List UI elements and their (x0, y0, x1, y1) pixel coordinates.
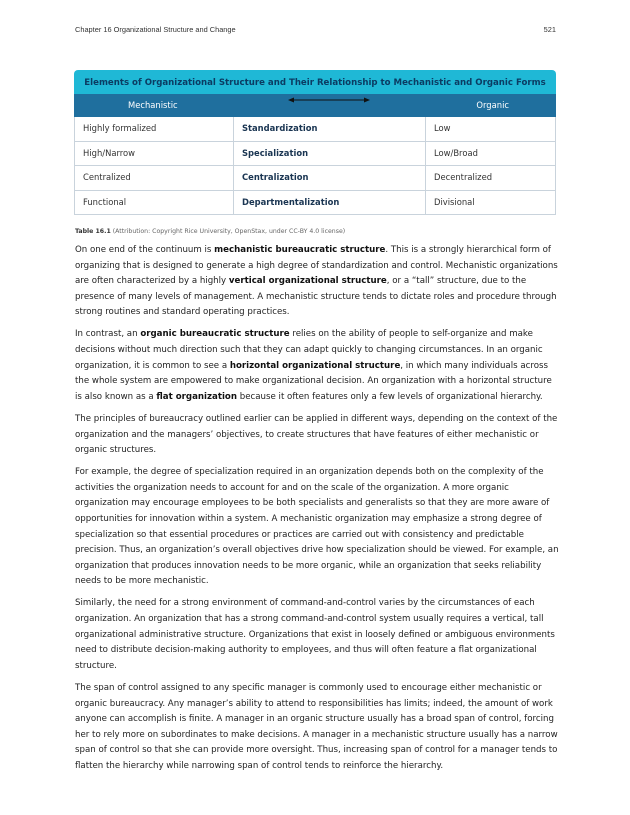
cell-organic: Divisional (426, 191, 556, 215)
table-title: Elements of Organizational Structure and Their Relationship to Mechanistic and Organic Forms (74, 70, 556, 94)
axis-label-organic: Organic (476, 100, 509, 110)
cell-mechanistic: Centralized (74, 166, 234, 190)
axis-label-mechanistic: Mechanistic (128, 100, 178, 110)
cell-mechanistic: Functional (74, 191, 234, 215)
body-paragraph (75, 327, 559, 405)
text-run: relies on the ability of people to self-organize and make decisions without much direction such that they can adapt quickly to changing circumstances. In an organic organization, it is common to see a (75, 329, 543, 371)
body-paragraph (75, 681, 559, 775)
text-run: For example, the degree of specialization required in an organization depends both on the complexity of the activities the organization needs to account for and on the scale of the organization. A more organic organization may encourage employees to be both specialists and generalists so that they are more aware of opportunities for innovation within a system. A mechanistic organization may emphasize a strong degree of specialization so that essential procedures or practices are carried out with consistency and predictable precision. Thus, an organization’s overall objectives drive how specialization should be viewed. For example, an organization that produces innovation needs to be more organic, while an organization that seeks reliability needs to be more mechanistic. (75, 467, 559, 587)
body-text (75, 243, 559, 781)
cell-organic: Low/Broad (426, 142, 556, 166)
cell-organic: Low (426, 117, 556, 141)
structure-elements-table (74, 70, 556, 215)
cell-element: Standardization (234, 117, 426, 141)
text-run: The span of control assigned to any specific manager is commonly used to encourage either mechanistic or organic bureaucracy. Any manager’s ability to attend to responsibilities has limits; indeed, the amount of work anyone can accomplish is finite. A manager in an organic structure usually has a broad span of control, forcing her to rely more on subordinates to make decisions. A manager in a mechanistic structure usually has a narrow span of control so that she can provide more oversight. Thus, increasing span of control for a manager tends to flatten the hierarchy while narrowing span of control tends to reinforce the hierarchy. (75, 682, 558, 771)
cell-element: Departmentalization (234, 191, 426, 215)
page-number: 521 (543, 25, 556, 34)
cell-element: Specialization (234, 142, 426, 166)
table-row (74, 142, 556, 167)
text-run: In contrast, an (75, 329, 141, 340)
double-arrow-icon (288, 95, 370, 105)
body-paragraph (75, 243, 559, 321)
table-row (74, 166, 556, 191)
text-run: , or a “tall” structure, due to the presence of many levels of management. A mechanistic structure tends to dictate roles and procedure through strong routines and standard operating practices. (75, 276, 557, 318)
body-paragraph (75, 596, 559, 674)
text-run: The principles of bureaucracy outlined earlier can be applied in different ways, depending on the context of the organization and the managers’ objectives, to create structures that have features of either mechanistic or organic structures. (75, 413, 558, 456)
caption-attribution: (Attribution: Copyright Rice University, OpenStax, under CC-BY 4.0 license) (112, 228, 346, 235)
body-paragraph (75, 465, 559, 590)
cell-mechanistic: Highly formalized (74, 117, 234, 141)
key-term: mechanistic bureaucratic structure (214, 245, 386, 255)
text-run: , in which many individuals across the whole system are empowered to make organizational decision. An organization with a horizontal structure is also known as a (75, 360, 552, 402)
key-term: horizontal organizational structure (229, 360, 401, 371)
table-row (74, 191, 556, 216)
cell-mechanistic: High/Narrow (74, 142, 234, 166)
text-run: Similarly, the need for a strong environment of command-and-control varies by the circumstances of each organization. An organization that has a strong command-and-control system usually requires a vertical, tall organizational administrative structure. Organizations that exist in loosely defined or ambiguous environments need to distribute decision-making authority to employees, and thus will often feature a flat organizational structure. (75, 598, 555, 671)
key-term: vertical organizational structure (228, 276, 387, 287)
table-row (74, 117, 556, 142)
text-run: because it often features only a few levels of organizational hierarchy. (236, 391, 543, 402)
cell-organic: Decentralized (426, 166, 556, 190)
text-run: . This is a strongly hierarchical form of organizing that is designed to generate a high degree of standardization and control. Mechanistic organizations are often characterized by a highly (75, 245, 558, 287)
table-caption (75, 228, 345, 235)
text-run: On one end of the continuum is (75, 245, 215, 255)
key-term: organic bureaucratic structure (140, 329, 290, 340)
caption-label: Table 16.1 (75, 228, 111, 235)
key-term: flat organization (156, 391, 237, 402)
running-header-chapter: Chapter 16 Organizational Structure and Change (75, 25, 236, 34)
table-axis-header (74, 94, 556, 117)
body-paragraph (75, 412, 559, 459)
cell-element: Centralization (234, 166, 426, 190)
